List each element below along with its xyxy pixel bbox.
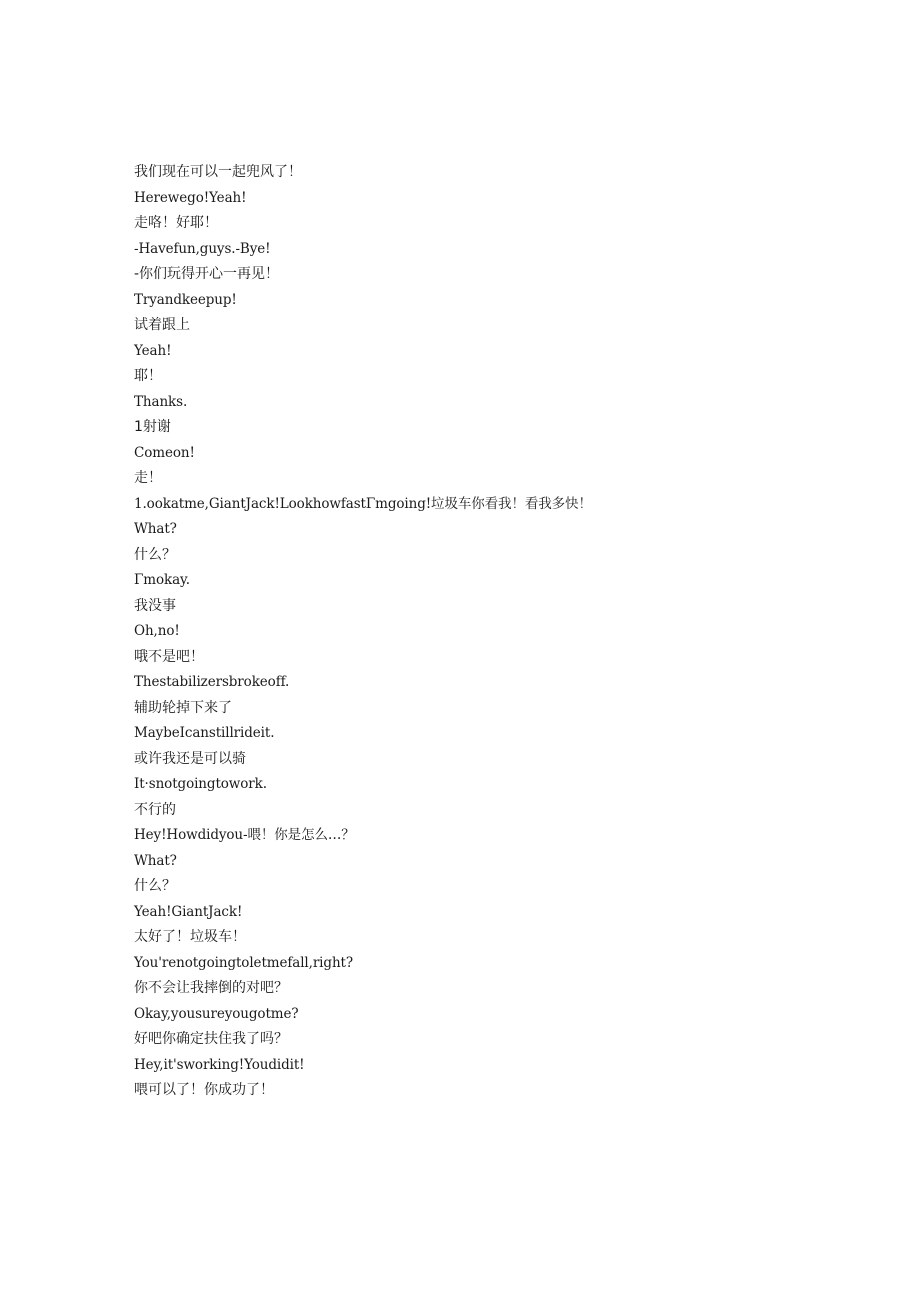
transcript-line: 哦不是吧！ (134, 648, 204, 665)
transcript-line: 喂可以了！你成功了！ (134, 1082, 274, 1098)
transcript-line: 我们现在可以一起兜风了！ (134, 164, 302, 180)
transcript-line: Tryandkeepup! (134, 291, 237, 308)
transcript-line: What? (134, 852, 177, 869)
transcript-line: Thanks. (134, 393, 188, 410)
transcript-line: 不行的 (134, 801, 176, 818)
transcript-line: Yeah!GiantJack! (134, 903, 243, 920)
transcript-line: Herewego!Yeah! (134, 189, 247, 206)
transcript-line: Okay,yousureyougotme? (134, 1005, 299, 1022)
subtitle-transcript (134, 160, 594, 1104)
transcript-line: You'renotgoingtoletmefall,right? (134, 954, 354, 971)
transcript-line: 走！ (134, 470, 162, 486)
transcript-line: 走咯！好耶！ (134, 215, 218, 231)
transcript-line: 什么？ (134, 546, 176, 563)
transcript-line: 辅助轮掉下来了 (134, 699, 232, 716)
transcript-line: Hey,it'sworking!Youdidit! (134, 1056, 305, 1073)
transcript-line: 1.ookatme,GiantJack!LookhowfastΓmgoing!垃圾车你看我！看我多快！ (134, 495, 592, 512)
transcript-line: 我没事 (134, 597, 176, 614)
transcript-line: What? (134, 521, 177, 537)
transcript-line: 你不会让我摔倒的对吧？ (134, 980, 288, 996)
transcript-line: Comeon! (134, 444, 195, 461)
transcript-line: 太好了！垃圾车！ (134, 929, 246, 945)
transcript-line: 1射谢 (134, 419, 171, 435)
transcript-line: Hey!Howdidyou-喂！你是怎么…？ (134, 827, 355, 843)
transcript-line: -Havefun,guys.-Bye! (134, 240, 271, 257)
transcript-line: 耶！ (134, 368, 162, 384)
transcript-line: 或许我还是可以骑 (134, 750, 246, 767)
transcript-line: 试着跟上 (134, 317, 190, 333)
transcript-line: 好吧你确定扶住我了吗？ (134, 1031, 288, 1047)
transcript-line: 什么？ (134, 878, 176, 894)
transcript-line: MaybeIcanstillrideit. (134, 725, 275, 741)
transcript-line: It·snotgoingtowork. (134, 776, 267, 792)
transcript-line: Oh,no! (134, 623, 180, 639)
transcript-line: Γmokay. (134, 572, 190, 588)
transcript-line: -你们玩得开心一再见！ (134, 266, 280, 282)
transcript-line: Thestabilizersbrokeoff. (134, 674, 290, 690)
transcript-line: Yeah! (134, 342, 172, 359)
